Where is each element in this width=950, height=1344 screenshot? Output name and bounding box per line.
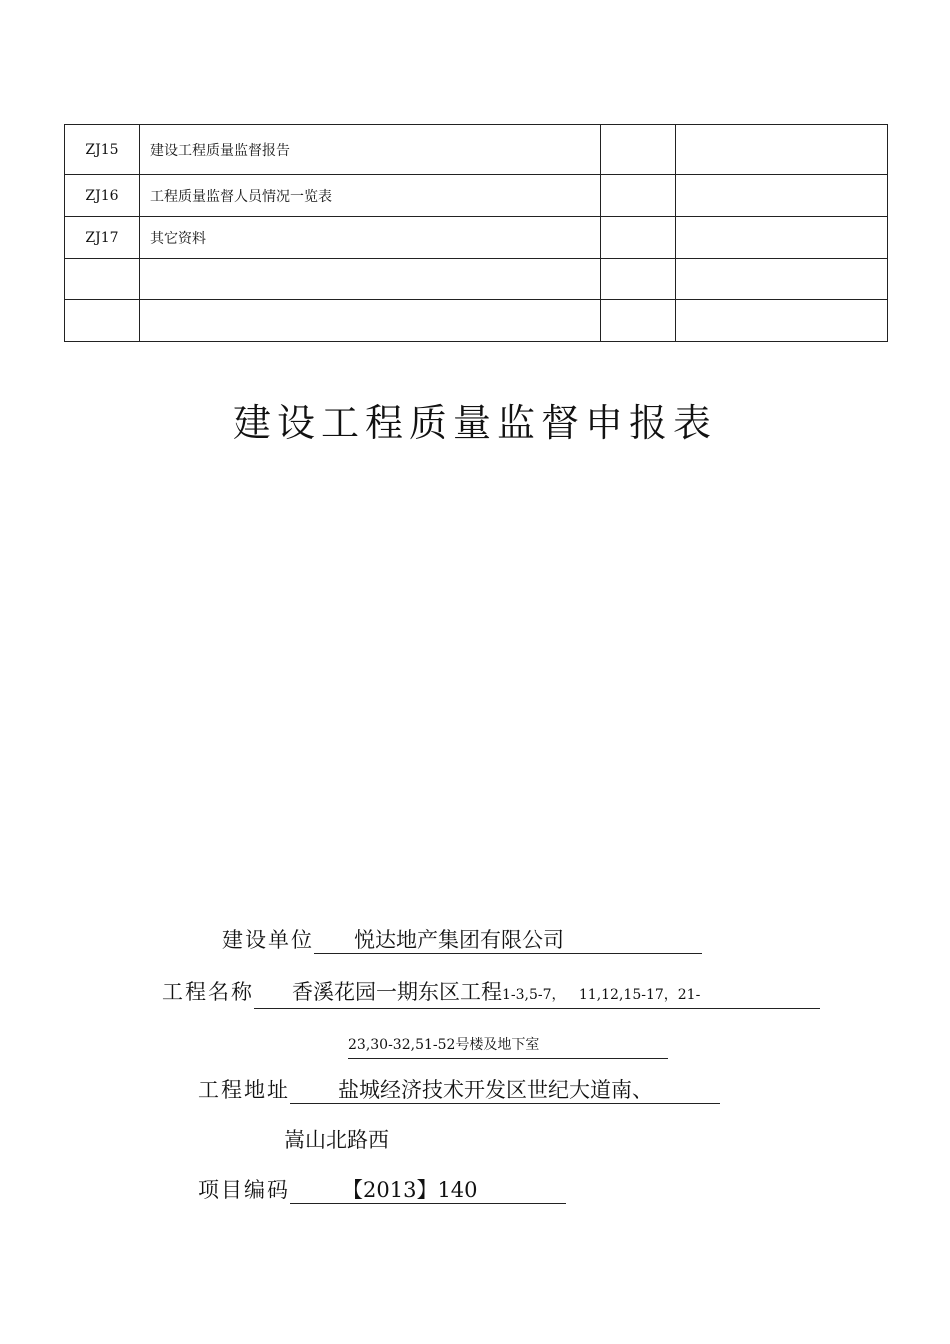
address-field bbox=[198, 1076, 720, 1104]
project-name-label: 工程名称 bbox=[162, 980, 254, 1004]
row-code bbox=[65, 259, 140, 300]
address-continuation bbox=[284, 1126, 389, 1154]
row-code bbox=[65, 300, 140, 342]
document-index-table bbox=[64, 124, 888, 342]
page-title: 建设工程质量监督申报表 bbox=[232, 401, 717, 445]
row-code: ZJ16 bbox=[65, 175, 140, 217]
project-code-field bbox=[198, 1176, 566, 1204]
project-code-label: 项目编码 bbox=[198, 1178, 290, 1202]
project-name-field bbox=[162, 978, 820, 1009]
address-label: 工程地址 bbox=[198, 1078, 290, 1102]
row-name bbox=[140, 259, 601, 300]
address-value-line1: 盐城经济技术开发区世纪大道南、 bbox=[290, 1077, 720, 1104]
table-row bbox=[65, 125, 888, 175]
row-cell bbox=[676, 217, 888, 259]
builder-label: 建设单位 bbox=[222, 928, 314, 952]
builder-field bbox=[222, 926, 702, 954]
project-name-line2-text: 号楼及地下室 bbox=[455, 1037, 540, 1053]
row-cell bbox=[601, 217, 676, 259]
table-row bbox=[65, 217, 888, 259]
table-row bbox=[65, 259, 888, 300]
row-cell bbox=[676, 125, 888, 175]
row-cell bbox=[676, 175, 888, 217]
row-cell bbox=[676, 300, 888, 342]
project-code-value: 【2013】140 bbox=[290, 1177, 566, 1204]
row-name: 工程质量监督人员情况一览表 bbox=[140, 175, 601, 217]
row-cell bbox=[601, 300, 676, 342]
project-name-continuation bbox=[348, 1028, 668, 1059]
project-name-main: 香溪花园一期东区工程 bbox=[292, 980, 502, 1004]
row-name bbox=[140, 300, 601, 342]
row-cell bbox=[676, 259, 888, 300]
project-name-numbers: 1-3,5-7， 11,12,15-17，21- bbox=[502, 987, 701, 1003]
row-code: ZJ15 bbox=[65, 125, 140, 175]
project-name-line2 bbox=[348, 1032, 668, 1059]
row-cell bbox=[601, 175, 676, 217]
address-value-line2: 嵩山北路西 bbox=[284, 1128, 389, 1152]
project-name-line2-numbers: 23,30-32,51-52 bbox=[348, 1037, 456, 1053]
row-name: 建设工程质量监督报告 bbox=[140, 125, 601, 175]
table-row bbox=[65, 175, 888, 217]
project-name-value bbox=[254, 979, 820, 1009]
row-cell bbox=[601, 259, 676, 300]
row-name: 其它资料 bbox=[140, 217, 601, 259]
row-cell bbox=[601, 125, 676, 175]
table-row bbox=[65, 300, 888, 342]
row-code: ZJ17 bbox=[65, 217, 140, 259]
builder-value: 悦达地产集团有限公司 bbox=[314, 927, 702, 954]
